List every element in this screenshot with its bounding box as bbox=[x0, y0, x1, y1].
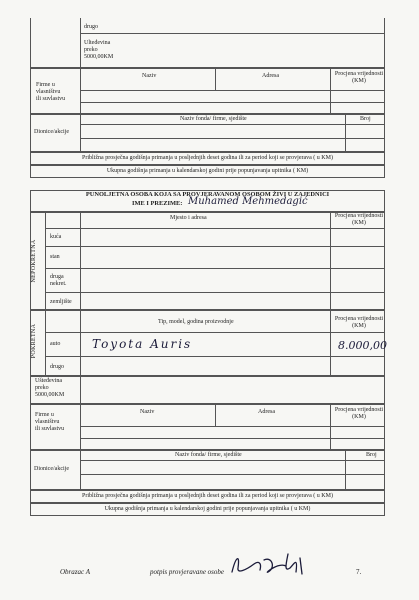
ukupna-text: Ukupna godišnja primanja u kalendarskoj godini prije popunjavanja upitnika ( u KM) bbox=[104, 506, 311, 512]
top-procjena-line2: (KM) bbox=[352, 78, 366, 84]
top-firme-row2 bbox=[80, 102, 385, 103]
nek-col-procjena bbox=[330, 212, 331, 310]
top-dionice-row2 bbox=[80, 138, 385, 139]
nek-vertical-label: NEPOKRETNA bbox=[31, 239, 37, 283]
prosjek-text: Približna prosječna godišnja primanja u posljednjih deset godina ili za period koji se provjerava ( u KM) bbox=[82, 493, 333, 499]
signature-scribble bbox=[228, 550, 318, 578]
firme-line3: ili suvlastvu bbox=[35, 426, 65, 432]
pok-row-auto: auto bbox=[50, 341, 61, 347]
nek-procjena-line2: (KM) bbox=[352, 220, 366, 226]
top-naziv-fonda: Naziv fonda/ firme, sjedište bbox=[180, 116, 247, 122]
pok-row-2 bbox=[45, 356, 385, 357]
nek-row-2 bbox=[45, 246, 385, 247]
top-naziv-header: Naziv bbox=[142, 73, 157, 79]
nek-row-stan: stan bbox=[50, 254, 60, 260]
nek-procjena-line1: Procjena vrijednosti bbox=[334, 213, 384, 219]
nek-row-zemljiste: zemljište bbox=[50, 299, 72, 305]
nek-row-3 bbox=[45, 268, 385, 269]
dionice-row2 bbox=[80, 474, 385, 475]
section-ime-value: Muhamed Mehmedagić bbox=[188, 196, 308, 207]
firme-col2 bbox=[215, 404, 216, 426]
ust-line2: preko bbox=[35, 385, 49, 391]
pok-auto-value: Toyota Auris bbox=[92, 337, 193, 351]
top-ukupna-text: Ukupna godišnja primanja u kalendarskoj godini prije popunjavanja upitnika ( KM) bbox=[106, 168, 309, 174]
dionice-naziv-fonda: Naziv fonda/ firme, sjedište bbox=[175, 452, 242, 458]
ust-col bbox=[80, 376, 81, 404]
pok-col-procjena bbox=[330, 310, 331, 376]
top-firme-col2 bbox=[215, 68, 216, 90]
top-dionice-col2 bbox=[345, 114, 346, 152]
pok-tip-header: Tip, model, godina proizvodnje bbox=[158, 319, 234, 325]
pok-col-label bbox=[45, 310, 46, 376]
top-firme-col1 bbox=[80, 68, 81, 114]
ustedevina-block bbox=[30, 376, 385, 404]
footer-obrazac: Obrazac A bbox=[60, 568, 91, 576]
ust-line1: Ušteđevina bbox=[35, 378, 62, 384]
top-dionice-label: Dionice/akcije bbox=[34, 129, 69, 135]
top-procjena-line1: Procjena vrijednosti bbox=[334, 71, 384, 77]
top-dionice-col1 bbox=[80, 114, 81, 152]
nek-row-4 bbox=[45, 292, 385, 293]
nek-row-druga: druga nekret. bbox=[50, 274, 67, 287]
footer-page-number: 7. bbox=[356, 568, 362, 576]
pok-procjena-line1: Procjena vrijednosti bbox=[334, 316, 384, 322]
top-firme-line1: Firme u bbox=[36, 82, 55, 88]
top-ustedevina-line2: preko bbox=[84, 47, 98, 53]
top-firme-row1 bbox=[80, 90, 385, 91]
ust-line3: 5000,00KM bbox=[35, 392, 65, 398]
section-ime-label: IME I PREZIME: bbox=[132, 200, 183, 207]
section-title: PUNOLJETNA OSOBA KOJA SA PROVJERAVANOM OSOBOM ŽIVI U ZAJEDNICI bbox=[85, 191, 330, 198]
dionice-broj: Broj bbox=[366, 452, 377, 458]
pok-row-drugo: drugo bbox=[50, 364, 64, 370]
top-drugo-label: drugo bbox=[84, 24, 98, 30]
top-broj: Broj bbox=[360, 116, 371, 122]
top-adresa-header: Adresa bbox=[262, 73, 279, 79]
firme-line1: Firme u bbox=[35, 412, 54, 418]
pok-vertical-label: POKRETNA bbox=[31, 323, 37, 359]
firme-line2: vlasništvu bbox=[35, 419, 60, 425]
top-ustedevina-line1: Ulteđevina bbox=[84, 40, 111, 46]
firme-row2 bbox=[80, 438, 385, 439]
top-ustedevina-line3: 5000,00KM bbox=[84, 54, 114, 60]
top-drugo-rowline bbox=[80, 18, 385, 34]
nekretnine-block bbox=[30, 212, 385, 310]
firme-procjena-line1: Procjena vrijednosti bbox=[334, 407, 384, 413]
firme-naziv-header: Naziv bbox=[140, 409, 155, 415]
top-prosjek-text: Približna prosječna godišnja primanja u posljednjih deset godina ili za period koji se provjerava ( u KM) bbox=[82, 155, 333, 161]
top-firme-line3: ili suvlastvu bbox=[36, 96, 66, 102]
top-firme-col3 bbox=[330, 68, 331, 114]
dionice-row1 bbox=[80, 460, 385, 461]
nek-mjesto-header: Mjesto i adresa bbox=[170, 215, 207, 221]
firme-adresa-header: Adresa bbox=[258, 409, 275, 415]
pok-row-1 bbox=[45, 332, 385, 333]
nek-row-1 bbox=[45, 228, 385, 229]
footer-potpis-label: potpis provjeravane osobe bbox=[150, 568, 225, 576]
nek-col-items bbox=[80, 212, 81, 310]
firme-col3 bbox=[330, 404, 331, 450]
top-firme-line2: vlasništvu bbox=[36, 89, 61, 95]
dionice-label: Dionice/akcije bbox=[34, 466, 69, 472]
dionice-col2 bbox=[345, 450, 346, 490]
firme-procjena-line2: (KM) bbox=[352, 414, 366, 420]
pok-procjena-line2: (KM) bbox=[352, 323, 366, 329]
top-dionice-row1 bbox=[80, 124, 385, 125]
pok-col-items bbox=[80, 310, 81, 376]
nek-col-label bbox=[45, 212, 46, 310]
firme-row1 bbox=[80, 426, 385, 427]
dionice-col1 bbox=[80, 450, 81, 490]
pok-auto-price: 8.000,00 bbox=[338, 339, 387, 352]
firme-col1 bbox=[80, 404, 81, 450]
nek-row-kuca: kuća bbox=[50, 234, 62, 240]
